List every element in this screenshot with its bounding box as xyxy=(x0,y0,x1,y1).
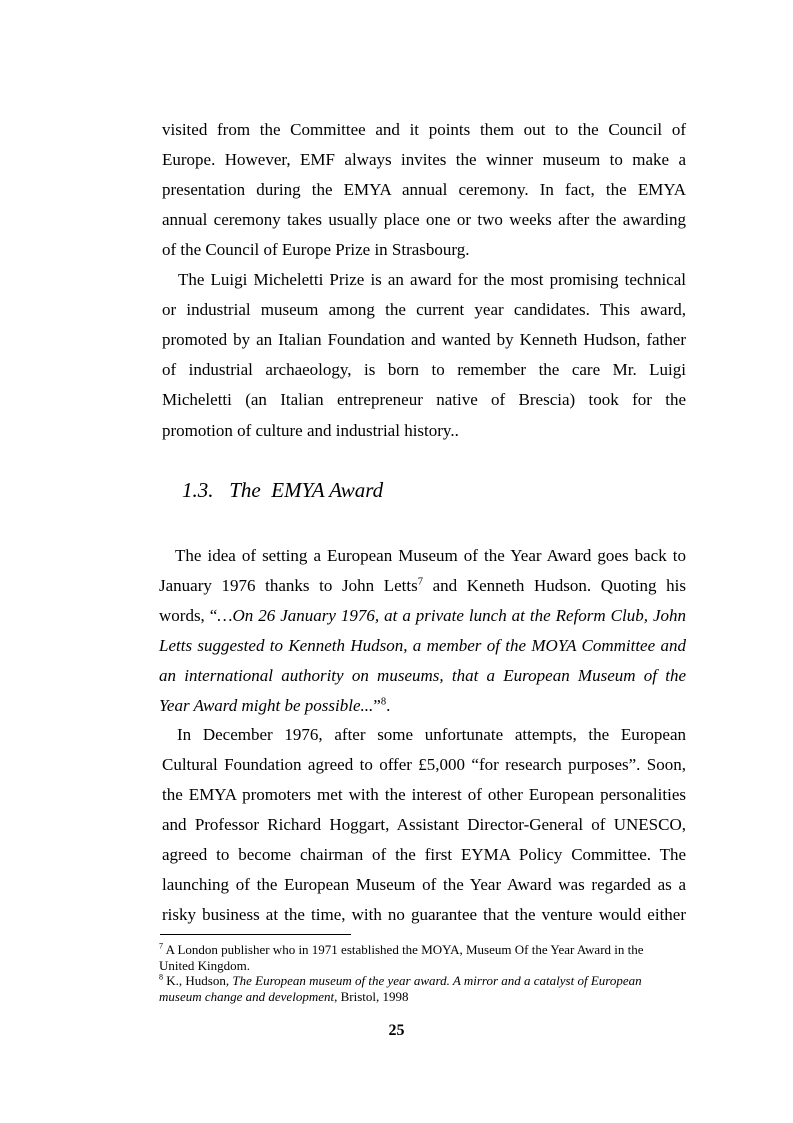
text-line xyxy=(159,576,686,596)
text-line xyxy=(159,696,390,716)
text-segment: , Bristol, 1998 xyxy=(334,989,409,1004)
text-line: and Professor Richard Hoggart, Assistant Director-General of UNESCO, xyxy=(162,815,686,834)
citation-title: The European museum of the year award. A mirror and a catalyst of European xyxy=(232,973,642,988)
text-line: the EMYA promoters met with the interest of other European personalities xyxy=(162,785,686,804)
citation-title: museum change and development xyxy=(159,989,335,1004)
text-line: The idea of setting a European Museum of the Year Award goes back to xyxy=(175,546,686,565)
text-segment: words, “ xyxy=(159,606,218,625)
footnote-ref-8: 8 xyxy=(380,696,387,708)
text-line: an international authority on museums, that a European Museum of the xyxy=(159,666,686,685)
text-line: Micheletti (an Italian entrepreneur native of Brescia) took for the xyxy=(162,390,686,409)
text-line: risky business at the time, with no guarantee that the venture would either xyxy=(162,905,686,924)
footnote-number: 7 xyxy=(159,941,164,951)
text-segment: and Kenneth Hudson. Quoting his xyxy=(423,576,686,595)
footnote-line xyxy=(159,942,644,957)
text-line: presentation during the EMYA annual ceremony. In fact, the EMYA xyxy=(162,180,686,199)
footnote-number: 8 xyxy=(159,972,164,982)
footnote-line xyxy=(159,973,642,988)
text-line: annual ceremony takes usually place one or two weeks after the awarding xyxy=(162,210,686,229)
text-segment: K., Hudson, xyxy=(163,973,233,988)
text-line: The Luigi Micheletti Prize is an award for the most promising technical xyxy=(178,270,686,289)
text-segment: A London publisher who in 1971 established the MOYA, Museum Of the Year Award in the xyxy=(163,942,644,957)
text-segment: . xyxy=(386,696,391,715)
text-line: Cultural Foundation agreed to offer £5,000 “for research purposes”. Soon, xyxy=(162,755,686,774)
text-line: visited from the Committee and it points them out to the Council of xyxy=(162,120,686,139)
page-number: 25 xyxy=(388,1022,405,1039)
text-segment: January 1976 thanks to John Letts xyxy=(159,576,418,595)
text-line: Letts suggested to Kenneth Hudson, a member of the MOYA Committee and xyxy=(159,636,686,655)
quote-italic: …On 26 January 1976, at a private lunch at the Reform Club, John xyxy=(217,606,687,625)
text-line: promotion of culture and industrial history.. xyxy=(162,421,459,440)
text-line: or industrial museum among the current year candidates. This award, xyxy=(162,300,686,319)
text-line: promoted by an Italian Foundation and wanted by Kenneth Hudson, father xyxy=(162,330,686,349)
text-line: In December 1976, after some unfortunate attempts, the European xyxy=(177,725,686,744)
text-line: launching of the European Museum of the Year Award was regarded as a xyxy=(162,875,686,894)
footnote-divider xyxy=(160,934,351,935)
footnote-line: United Kingdom. xyxy=(159,958,250,973)
text-line: agreed to become chairman of the first EYMA Policy Committee. The xyxy=(162,845,686,864)
quote-italic: Year Award might be possible... xyxy=(159,696,374,715)
text-segment: ” xyxy=(373,696,381,715)
section-heading: 1.3. The EMYA Award xyxy=(182,478,384,502)
text-line xyxy=(159,606,686,626)
text-line: of industrial archaeology, is born to remember the care Mr. Luigi xyxy=(162,360,686,379)
footnote-line xyxy=(159,989,409,1004)
text-line: of the Council of Europe Prize in Strasbourg. xyxy=(162,240,470,259)
text-line: Europe. However, EMF always invites the winner museum to make a xyxy=(162,150,686,169)
footnote-ref-7: 7 xyxy=(417,576,423,588)
